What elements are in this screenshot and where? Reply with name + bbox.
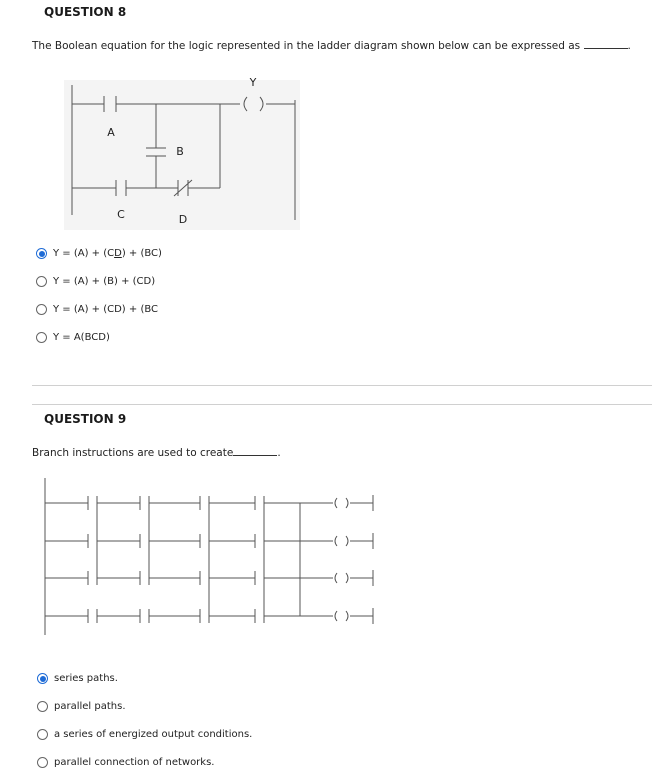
q8-option-1-label: Y = (A) + (CD) + (BC): [53, 248, 162, 259]
question-8-title: QUESTION 8: [44, 5, 127, 19]
label-a: A: [107, 126, 115, 139]
q9-option-1[interactable]: [37, 673, 118, 684]
radio-unselected-icon[interactable]: [37, 701, 48, 712]
section-divider: [32, 404, 652, 405]
label-c: C: [117, 208, 125, 221]
question-8-prompt-text: The Boolean equation for the logic represented in the ladder diagram shown below can be expressed as: [32, 40, 581, 52]
radio-unselected-icon[interactable]: [36, 276, 47, 287]
q8-option-1[interactable]: [36, 248, 162, 259]
q8-option-3-label: Y = (A) + (CD) + (BC: [53, 304, 159, 315]
q9-option-4-label: parallel connection of networks.: [54, 757, 215, 768]
q9-option-1-label: series paths.: [54, 673, 118, 684]
q8-option-4[interactable]: [36, 332, 110, 343]
question-9-prompt-text: Branch instructions are used to create: [32, 447, 234, 459]
question-9-title: QUESTION 9: [44, 412, 127, 426]
radio-selected-icon[interactable]: [36, 248, 47, 259]
radio-unselected-icon[interactable]: [37, 729, 48, 740]
radio-selected-icon[interactable]: [37, 673, 48, 684]
radio-unselected-icon[interactable]: [36, 304, 47, 315]
label-d: D: [178, 213, 188, 226]
q9-option-3[interactable]: [37, 729, 252, 740]
q8-option-3[interactable]: [36, 304, 158, 315]
answer-blank: [233, 446, 277, 456]
label-b: B: [176, 145, 184, 158]
label-y: Y: [249, 76, 257, 89]
q9-option-2-label: parallel paths.: [54, 701, 126, 712]
q8-option-2[interactable]: [36, 276, 155, 287]
question-9-prompt: Branch instructions are used to create .: [32, 447, 281, 459]
ladder-diagram-q9: [0, 470, 653, 640]
q9-option-4[interactable]: [37, 757, 214, 768]
question-8-prompt: The Boolean equation for the logic represented in the ladder diagram shown below can be expressed as .: [32, 40, 631, 52]
section-divider: [32, 385, 652, 386]
radio-unselected-icon[interactable]: [37, 757, 48, 768]
q9-option-2[interactable]: [37, 701, 126, 712]
answer-blank: [584, 39, 628, 49]
radio-unselected-icon[interactable]: [36, 332, 47, 343]
q8-option-4-label: Y = A(BCD): [53, 332, 110, 343]
q9-option-3-label: a series of energized output conditions.: [54, 729, 253, 740]
q8-option-2-label: Y = (A) + (B) + (CD): [53, 276, 156, 287]
ladder-diagram-q8: [0, 70, 653, 310]
